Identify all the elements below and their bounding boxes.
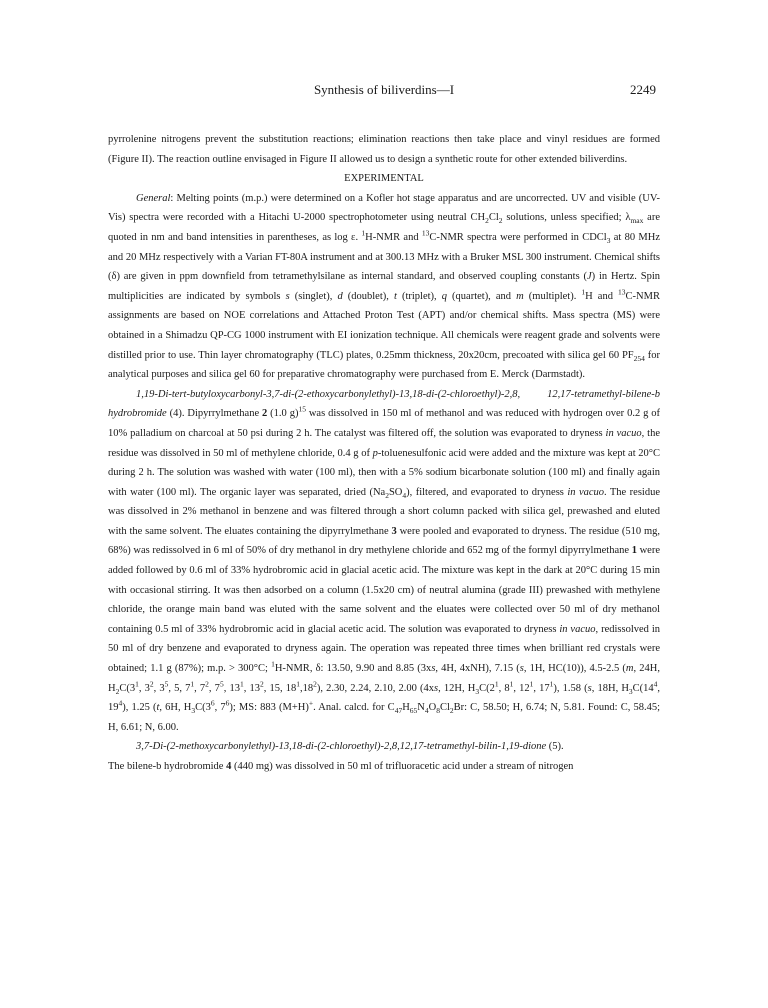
compound-4-number: (4).: [169, 408, 185, 420]
running-title: Synthesis of biliverdins—I: [313, 82, 455, 97]
general-lead: General: [136, 192, 171, 204]
compound-5-name: 3,7-Di-(2-methoxycarbonylethyl)-13,18-di-(2-chloroethyl)-2,8,12,17-tetramethyl-bilin-1,19-dione: [136, 741, 547, 753]
running-header: [0, 82, 768, 102]
body-text: [108, 130, 660, 777]
page-number: 2249: [630, 82, 656, 97]
intro-paragraph: pyrrolenine nitrogens prevent the substitution reactions; elimination reactions then take place and vinyl residues are formed (Figure II). The reaction outline envisaged in Figure II allowed us to design a synthetic route for other extended biliverdins.: [108, 134, 660, 165]
compound-4-name: 1,19-Di-tert-butyloxycarbonyl-3,7-di-(2-ethoxycarbonylethyl)-13,18-di-(2-chloroethyl)-2,8, 12,17-tetramethyl-bilene-b hydrobromide: [108, 388, 660, 420]
general-paragraph: General: Melting points (m.p.) were determined on a Kofler hot stage apparatus and are uncorrected. UV and visible (UV-Vis) spectra were recorded with a Hitachi U-2000 spectrophotometer using neutral $CH_2Cl_2$ solutions, unless specified; $\lambda_{max}$ are quoted in nm and band intensities in parentheses, as log ε. $^1$H-NMR and $^{13}$C-NMR spectra were performed in CDCl$_3$ at 80 MHz and 20 MHz respectively with a Varian FT-80A instrument and at 300.13 MHz with a Bruker MSL 300 instrument. Chemical shifts (δ) are given in ppm downfield from tetramethylsilane as internal standard, and observed coupling constants (J) in Hertz. Spin multiplicities are indicated by symbols s (singlet), d (doublet), t (triplet), q (quartet), and m (multiplet). $^1$H and $^{13}$C-NMR assignments are based on NOE correlations and Attached Proton Test (APT) and/or chemical shifts. Mass spectra (MS) were obtained in a Shimadzu QP-CG 1000 instrument with EI ionization technique. All chemicals were reagent grade and solvents were distilled prior to use. Thin layer chromatography (TLC) plates, 0.25mm thickness, 20x20cm, precoated with silica gel 60 $PF_{254}$ for analytical purposes and silica gel 60 for preparative chromatography were purchased from E. Merck (Darmstadt).: [108, 192, 660, 381]
section-heading: EXPERIMENTAL: [344, 173, 424, 185]
compound-5-number: (5).: [548, 741, 564, 753]
compound-5-paragraph: 3,7-Di-(2-methoxycarbonylethyl)-13,18-di-(2-chloroethyl)-2,8,12,17-tetramethyl-bilin-1,19-dione (5). The bilene-b hydrobromide 4 (440 mg) was dissolved in 50 ml of trifluoracetic acid under a stream of nitrogen: [108, 741, 574, 772]
compound-4-paragraph: 1,19-Di-tert-butyloxycarbonyl-3,7-di-(2-ethoxycarbonylethyl)-13,18-di-(2-chloroethyl)-2,8, 12,17-tetramethyl-bilene-b hydrobromide (4). Dipyrrylmethane 2 (1.0 g)$^{15}$ was dissolved in 150 ml of methanol and was reduced with hydrogen over 0.2 g of 10% palladium on charcoal at 50 psi during 2 h. The catalyst was filtered off, the solution was evaporated to dryness in vacuo, the residue was dissolved in 50 ml of methylene chloride, 0.4 g of p-toluenesulfonic acid were added and the mixture was kept at 20°C during 2 h. The solution was washed with water (100 ml), then with a 5% sodium bicarbonate solution (100 ml) and finally again with water (100 ml). The organic layer was separated, dried $(Na_2SO_4)$, filtered, and evaporated to dryness in vacuo. The residue was dissolved in 2% methanol in benzene and was filtered through a short column packed with silica gel, prewashed and eluted with the same solvent. The eluates containing the dipyrrylmethane 3 were pooled and evaporated to dryness. The residue (510 mg, 68%) was redissolved in 6 ml of 50% of dry methanol in dry methylene chloride and 652 mg of the formyl dipyrrylmethane 1 were added followed by 0.6 ml of 33% hydrobromic acid in glacial acetic acid. The mixture was kept in the dark at 20°C during 15 min with occasional stirring. It was then adsorbed on a column (1.5x20 cm) of neutral alumina (grade III) prewashed with methylene chloride, the orange main band was eluted with the same solvent and the eluates were collected over 50 ml of dry methanol containing 0.5 ml of 33% hydrobromic acid in glacial acetic acid. The solution was evaporated to dryness in vacuo, redissolved in 50 ml of dry benzene and evaporated to dryness again. The operation was repeated three times when brilliant red crystals were obtained; 1.1 g (87%); m.p. > 300°C; $^1$H-NMR, δ: 13.50, 9.90 and 8.85 (3xs, 4H, 4xNH), 7.15 (s, 1H, HC(10)), 4.5-2.5 (m, 24H, $H_2C(3^1$, $3^2$, $3^5$, 5, $7^1$, $7^2$, $7^5$, $13^1$, $13^2$, 15, $18^1,18^2$), 2.30, 2.24, 2.10, 2.00 (4xs, 12H, $H_3C(2^1$, $8^1$, $12^1$, $17^1$), 1.58 (s, 18H, $H_3C(14^4$, $19^4$), 1.25 (t, 6H, $H_3C(3^6$, $7^6$); MS: 883 (M+H)+. Anal. calcd. for $C_{47}H_{65}N_4O_8Cl_2Br$: C, 58.50; H, 6.74; N, 5.81. Found: C, 58.45; H, 6.61; N, 6.00.: [108, 388, 661, 733]
